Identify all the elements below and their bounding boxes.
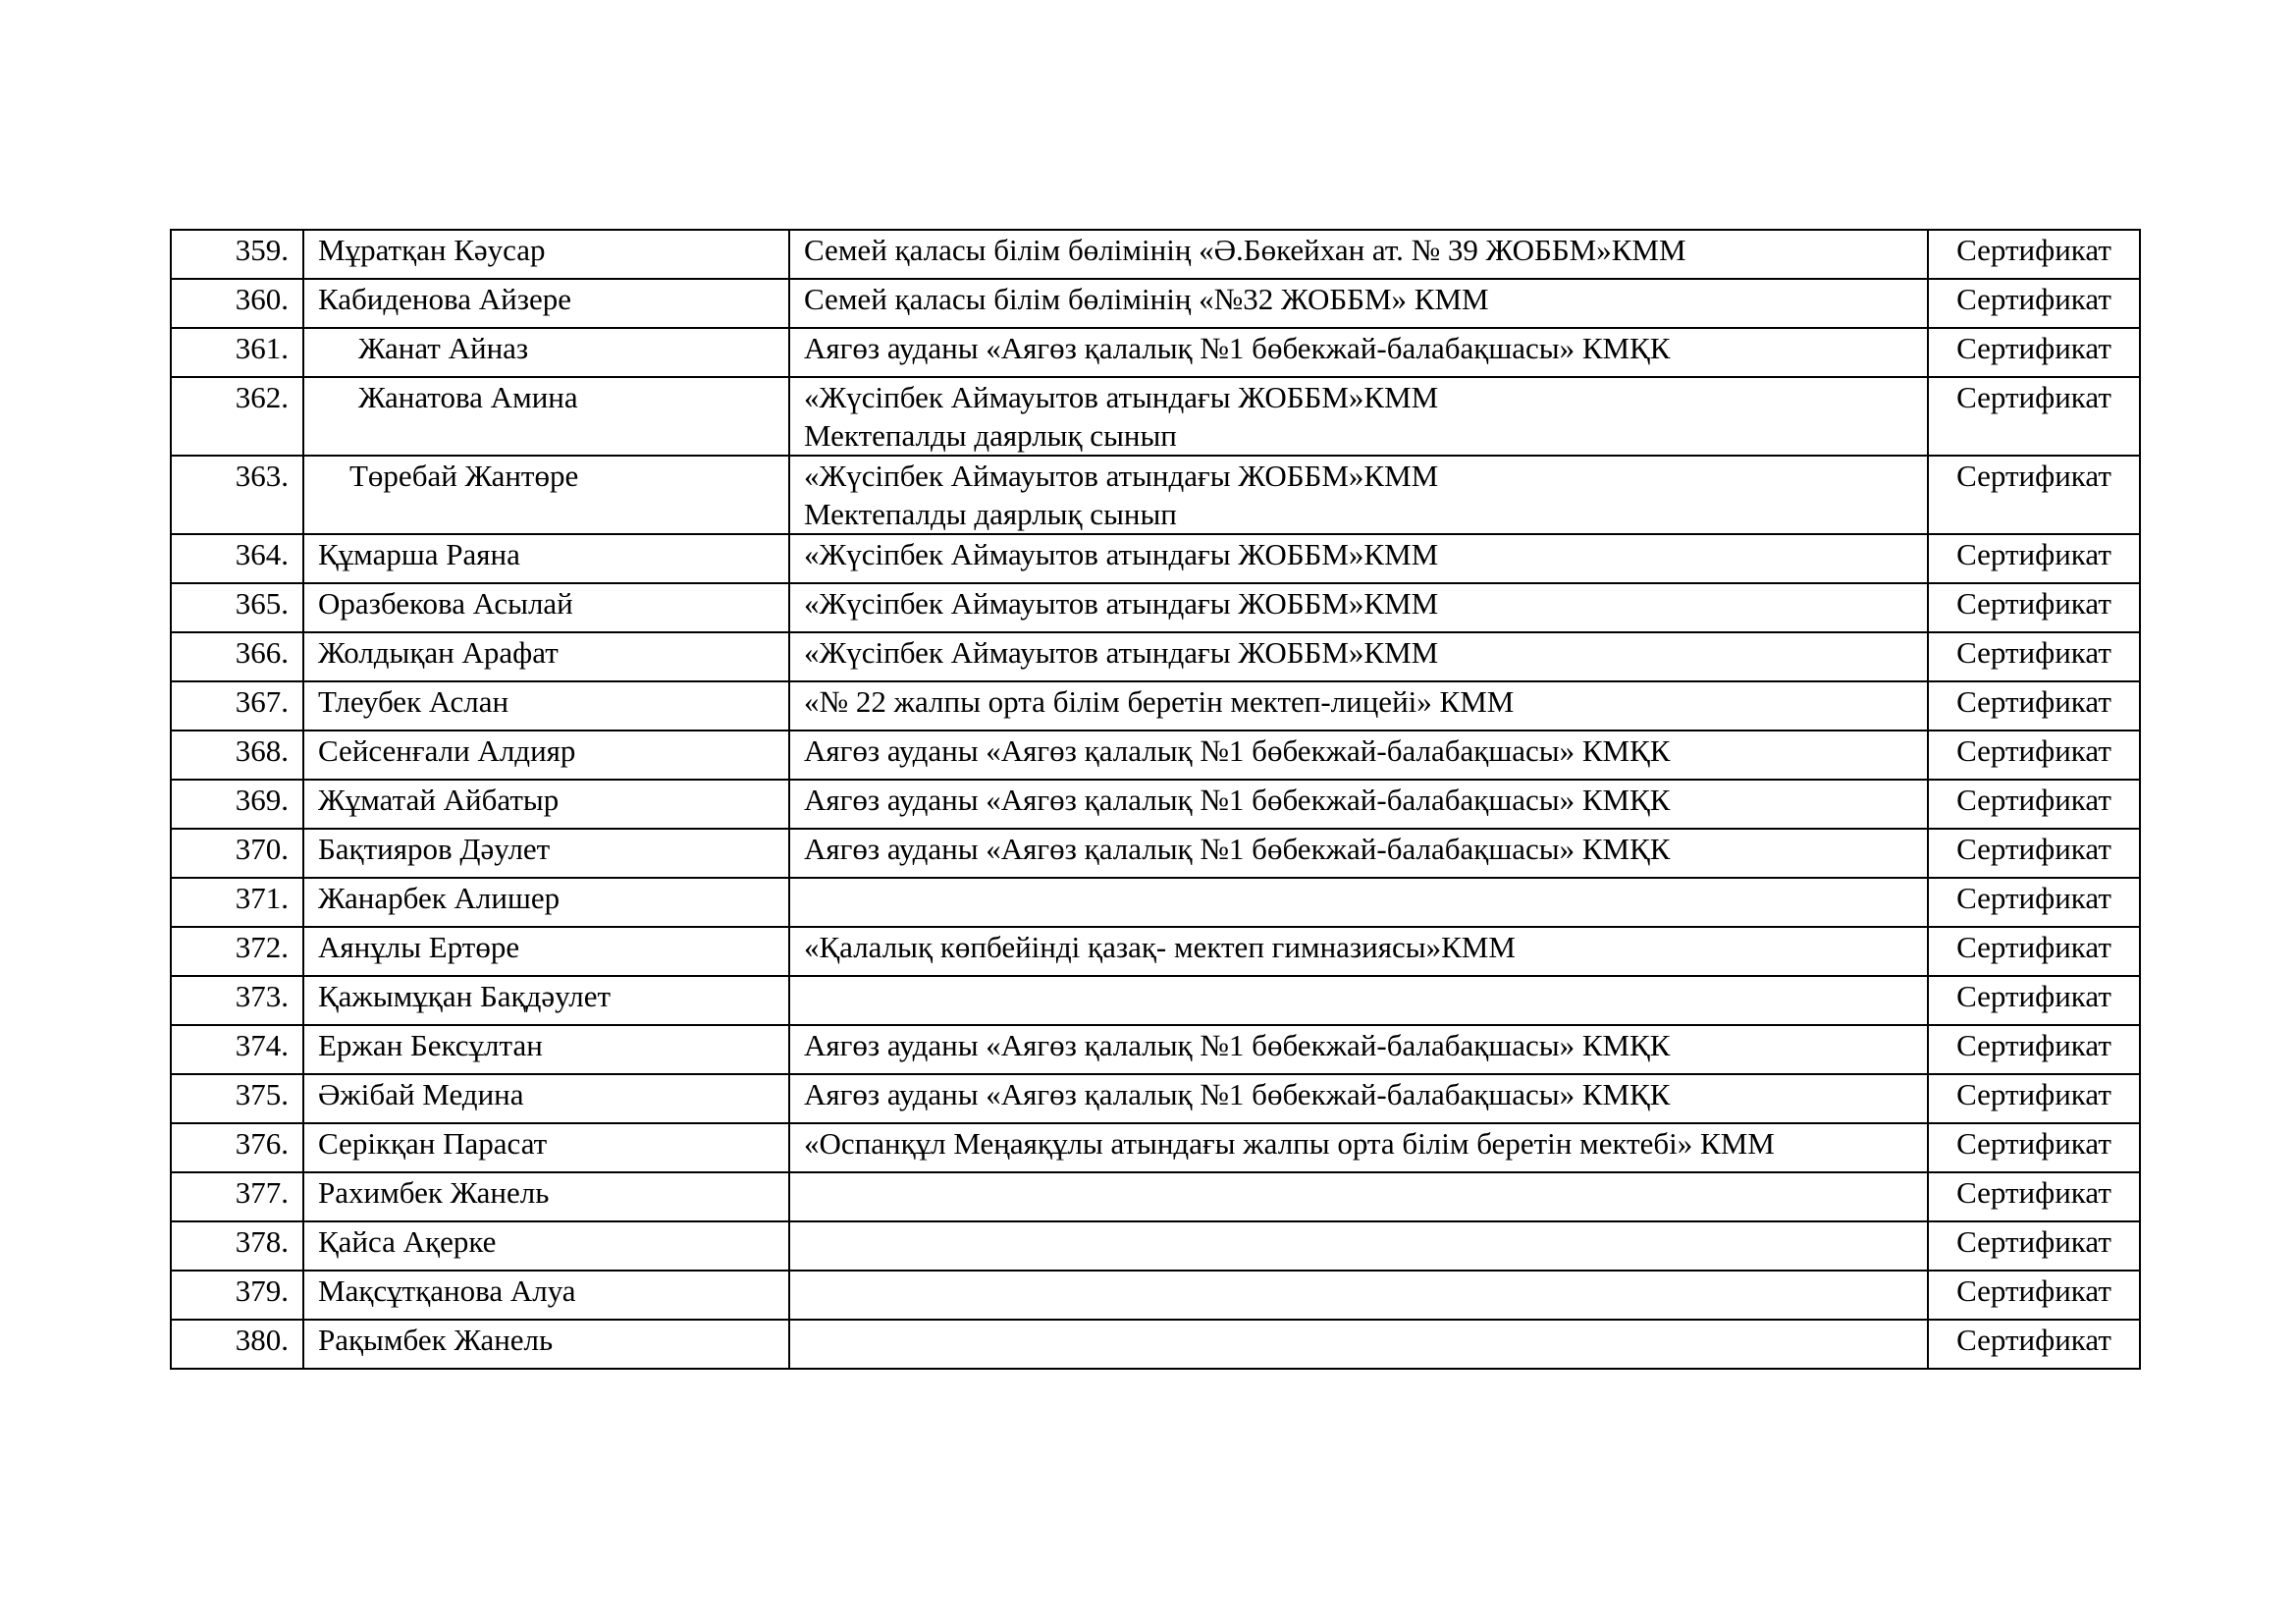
certificate-status: Сертификат [1928,1123,2140,1172]
row-number: 367. [171,681,303,731]
row-number: 370. [171,829,303,878]
participant-name: Төребай Жантөре [303,456,789,534]
organization-cell [789,230,1928,279]
organization-line: Аягөз ауданы «Аягөз қалалық №1 бөбекжай-балабақшасы» КМҚК [804,331,1671,365]
participant-name: Бақтияров Дәулет [303,829,789,878]
organization-cell [789,456,1928,534]
row-number: 376. [171,1123,303,1172]
table-row [171,632,2140,681]
certificate-status: Сертификат [1928,1172,2140,1221]
participant-name: Қайса Ақерке [303,1221,789,1271]
row-number: 369. [171,780,303,829]
certificate-status: Сертификат [1928,1221,2140,1271]
row-number: 379. [171,1271,303,1320]
participant-name: Серікқан Парасат [303,1123,789,1172]
table-row [171,1123,2140,1172]
table-row [171,1025,2140,1074]
table-row [171,534,2140,583]
organization-cell [789,780,1928,829]
organization-line: Аягөз ауданы «Аягөз қалалық №1 бөбекжай-балабақшасы» КМҚК [804,1077,1671,1111]
organization-line: Аягөз ауданы «Аягөз қалалық №1 бөбекжай-балабақшасы» КМҚК [804,832,1671,866]
organization-line: «Жүсіпбек Аймауытов атындағы ЖОББМ»КММ [804,586,1439,621]
table-row [171,279,2140,328]
row-number: 375. [171,1074,303,1123]
table-row [171,780,2140,829]
row-number: 380. [171,1320,303,1369]
certificate-status: Сертификат [1928,927,2140,976]
participant-name: Жанатова Амина [303,377,789,456]
participants-table-body [171,230,2140,1369]
certificate-status: Сертификат [1928,534,2140,583]
table-row [171,1221,2140,1271]
table-row [171,1172,2140,1221]
organization-cell [789,583,1928,632]
organization-line: «№ 22 жалпы орта білім беретін мектеп-лицейі» КММ [804,684,1515,719]
participant-name: Мақсұтқанова Алуа [303,1271,789,1320]
table-row [171,1271,2140,1320]
certificate-status: Сертификат [1928,731,2140,780]
table-row [171,1320,2140,1369]
organization-line: Аягөз ауданы «Аягөз қалалық №1 бөбекжай-балабақшасы» КМҚК [804,733,1671,768]
row-number: 361. [171,328,303,377]
certificate-status: Сертификат [1928,230,2140,279]
participant-name: Құмарша Раяна [303,534,789,583]
organization-cell [789,731,1928,780]
table-row [171,731,2140,780]
organization-cell [789,1172,1928,1221]
organization-cell [789,976,1928,1025]
certificate-status: Сертификат [1928,878,2140,927]
organization-line: «Қалалық көпбейінді қазақ- мектеп гимназиясы»КММ [804,930,1516,964]
organization-cell [789,1320,1928,1369]
organization-line: Мектепалды даярлық сынып [804,418,1177,453]
participant-name: Тлеубек Аслан [303,681,789,731]
organization-line: «Жүсіпбек Аймауытов атындағы ЖОББМ»КММ [804,380,1439,414]
certificate-status: Сертификат [1928,328,2140,377]
certificate-status: Сертификат [1928,583,2140,632]
organization-cell [789,1123,1928,1172]
certificate-status: Сертификат [1928,1074,2140,1123]
organization-line: Мектепалды даярлық сынып [804,497,1177,531]
table-row [171,976,2140,1025]
certificate-status: Сертификат [1928,780,2140,829]
certificate-status: Сертификат [1928,377,2140,456]
row-number: 373. [171,976,303,1025]
row-number: 377. [171,1172,303,1221]
certificate-status: Сертификат [1928,279,2140,328]
organization-line: Семей қаласы білім бөлімінің «№32 ЖОББМ» КММ [804,282,1489,316]
table-row [171,377,2140,456]
row-number: 359. [171,230,303,279]
certificate-status: Сертификат [1928,681,2140,731]
row-number: 371. [171,878,303,927]
organization-line: Семей қаласы білім бөлімінің «Ә.Бөкейхан ат. № 39 ЖОББМ»КММ [804,233,1686,267]
row-number: 360. [171,279,303,328]
certificate-status: Сертификат [1928,829,2140,878]
organization-line: «Оспанқұл Меңаяқұлы атындағы жалпы орта білім беретін мектебі» КММ [804,1126,1775,1161]
organization-cell [789,632,1928,681]
participant-name: Мұратқан Кәусар [303,230,789,279]
table-row [171,927,2140,976]
participant-name: Рахимбек Жанель [303,1172,789,1221]
organization-cell [789,328,1928,377]
row-number: 365. [171,583,303,632]
organization-cell [789,878,1928,927]
row-number: 374. [171,1025,303,1074]
participant-name: Жолдықан Арафат [303,632,789,681]
participant-name: Ержан Бексұлтан [303,1025,789,1074]
table-row [171,1074,2140,1123]
organization-line: «Жүсіпбек Аймауытов атындағы ЖОББМ»КММ [804,459,1439,493]
organization-cell [789,1074,1928,1123]
participant-name: Жұматай Айбатыр [303,780,789,829]
organization-cell [789,279,1928,328]
organization-cell [789,681,1928,731]
table-row [171,230,2140,279]
certificate-status: Сертификат [1928,456,2140,534]
participant-name: Оразбекова Асылай [303,583,789,632]
participant-name: Рақымбек Жанель [303,1320,789,1369]
organization-cell [789,534,1928,583]
table-row [171,681,2140,731]
row-number: 372. [171,927,303,976]
participant-name: Қажымұқан Бақдәулет [303,976,789,1025]
participant-name: Сейсенғали Алдияр [303,731,789,780]
participant-name: Жанат Айназ [303,328,789,377]
certificate-status: Сертификат [1928,632,2140,681]
organization-cell [789,927,1928,976]
certificate-status: Сертификат [1928,1271,2140,1320]
table-row [171,829,2140,878]
organization-cell [789,1271,1928,1320]
participant-name: Кабиденова Айзере [303,279,789,328]
row-number: 364. [171,534,303,583]
table-row [171,456,2140,534]
row-number: 378. [171,1221,303,1271]
certificate-status: Сертификат [1928,1320,2140,1369]
table-row [171,583,2140,632]
table-row [171,328,2140,377]
organization-line: Аягөз ауданы «Аягөз қалалық №1 бөбекжай-балабақшасы» КМҚК [804,1028,1671,1062]
row-number: 368. [171,731,303,780]
table-row [171,878,2140,927]
row-number: 363. [171,456,303,534]
organization-line: «Жүсіпбек Аймауытов атындағы ЖОББМ»КММ [804,635,1439,670]
participant-name: Жанарбек Алишер [303,878,789,927]
row-number: 366. [171,632,303,681]
organization-line: «Жүсіпбек Аймауытов атындағы ЖОББМ»КММ [804,537,1439,571]
organization-cell [789,1025,1928,1074]
row-number: 362. [171,377,303,456]
participant-name: Әжібай Медина [303,1074,789,1123]
certificate-status: Сертификат [1928,976,2140,1025]
organization-cell [789,377,1928,456]
organization-cell [789,1221,1928,1271]
organization-cell [789,829,1928,878]
participant-name: Аянұлы Ертөре [303,927,789,976]
certificate-status: Сертификат [1928,1025,2140,1074]
organization-line: Аягөз ауданы «Аягөз қалалық №1 бөбекжай-балабақшасы» КМҚК [804,783,1671,817]
participants-table [170,229,2141,1370]
